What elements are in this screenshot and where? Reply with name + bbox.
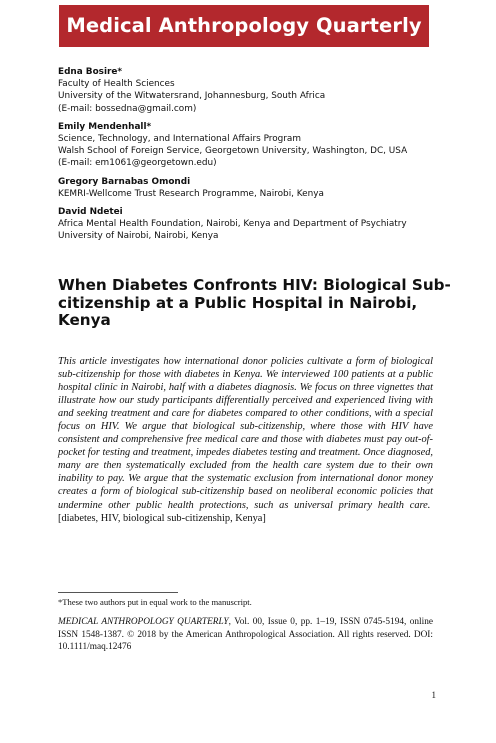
author-block — [58, 206, 448, 243]
citation-details: , Vol. 00, Issue 0, pp. 1–19, ISSN 0745-5194, online ISSN 1548-1387. © 2018 by the American Anthropological Association. All rights reserved. DOI: 10.1111/maq.12476 — [58, 617, 433, 653]
author-name: Edna Bosire* — [58, 67, 123, 77]
author-block — [58, 121, 448, 170]
author-affiliation: Faculty of Health Sciences — [58, 79, 175, 90]
citation-journal: MEDICAL ANTHROPOLOGY QUARTERLY — [58, 617, 229, 627]
author-affiliation: University of Nairobi, Nairobi, Kenya — [58, 231, 219, 242]
keywords: [diabetes, HIV, biological sub-citizenship, Kenya] — [58, 512, 266, 524]
article-title: When Diabetes Confronts HIV: Biological Sub-citizenship at a Public Hospital in Nairobi, Kenya — [58, 276, 451, 329]
author-block — [58, 66, 448, 115]
author-email: (E-mail: bossedna@gmail.com) — [58, 103, 197, 114]
author-affiliation: Science, Technology, and International Affairs Program — [58, 134, 302, 145]
author-email: (E-mail: em1061@georgetown.edu) — [58, 158, 217, 169]
author-name: Gregory Barnabas Omondi — [58, 176, 191, 187]
author-affiliation: University of the Witwatersrand, Johannesburg, South Africa — [58, 91, 326, 102]
abstract-text: This article investigates how international donor policies cultivate a form of biological sub-citizenship for those with diabetes in Kenya. We interviewed 100 patients at a public hospital clinic in Nairobi, half with a diabetes diagnosis. We focus on three vignettes that illustrate how our study participants differentially perceived and experienced living with and seeking treatment and care for diabetes compared to other conditions, with a special focus on HIV. We argue that biological sub-citizenship, where those with HIV have consistent and comprehensive free medical care and those with diabetes must pay out-of-pocket for testing and treatment, impedes diabetes testing and treatment. Once diagnosed, many are then systematically excluded from the health care system due to their own inability to pay. We argue that the systematic exclusion from international donor money creates a form of biological sub-citizenship based on neoliberal economic policies that undermine other public health protections, such as universal primary health care. — [58, 356, 433, 511]
author-affiliation: Walsh School of Foreign Service, Georgetown University, Washington, DC, USA — [58, 146, 408, 157]
author-block — [58, 176, 448, 200]
page-number: 1 — [431, 690, 436, 700]
abstract — [58, 355, 433, 525]
author-name: Emily Mendenhall* — [58, 121, 152, 132]
footnote-divider — [58, 592, 178, 593]
citation — [58, 616, 433, 654]
footnote: *These two authors put in equal work to the manuscript. — [58, 597, 252, 607]
author-affiliation: Africa Mental Health Foundation, Nairobi, Kenya and Department of Psychiatry — [58, 219, 407, 230]
author-list — [58, 66, 448, 249]
journal-banner: Medical Anthropology Quarterly — [59, 5, 429, 47]
author-name: David Ndetei — [58, 207, 123, 218]
author-affiliation: KEMRI-Wellcome Trust Research Programme, Nairobi, Kenya — [58, 188, 324, 199]
